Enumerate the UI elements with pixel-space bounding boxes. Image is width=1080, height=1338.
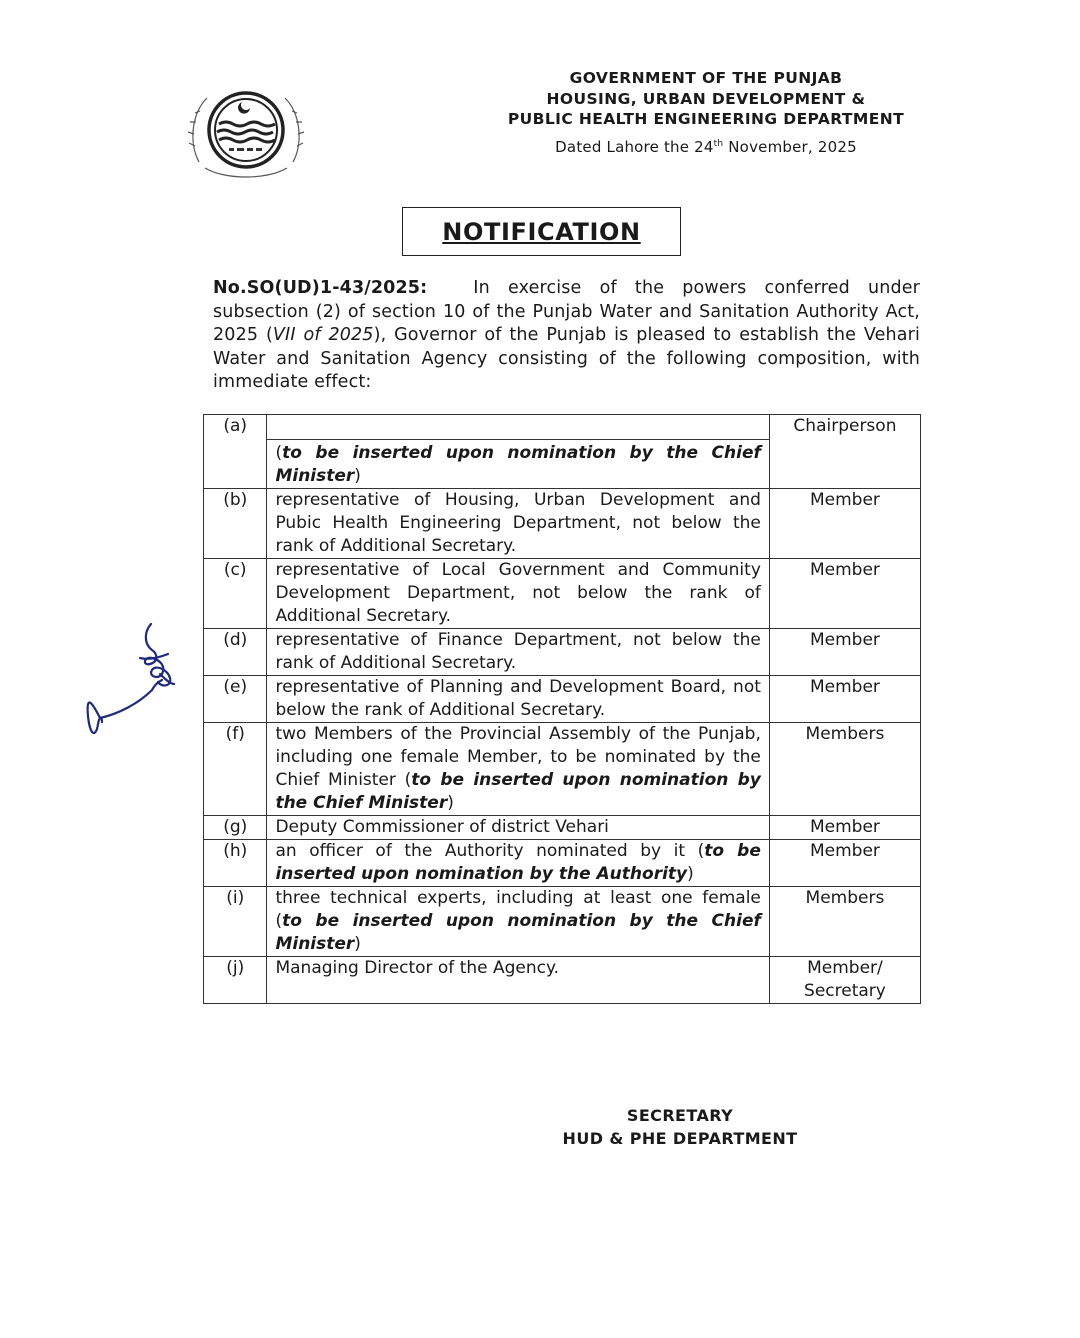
row-label: (b) (204, 489, 267, 559)
composition-row (204, 489, 921, 559)
notification-title: NOTIFICATION (442, 217, 641, 246)
row-role: Member (769, 559, 920, 629)
row-role: Member/ Secretary (769, 957, 920, 1004)
header-department-line2: PUBLIC HEALTH ENGINEERING DEPARTMENT (507, 110, 905, 128)
row-role: Members (769, 723, 920, 816)
row-text: three technical experts, including at least one female ( (275, 888, 761, 931)
punjab-emblem-icon (185, 84, 307, 184)
composition-row (204, 559, 921, 629)
row-text-tail: ) (687, 864, 694, 884)
handwritten-signature-icon (78, 618, 188, 748)
notification-title-box (402, 207, 681, 256)
row-description (267, 559, 769, 629)
notification-body: No.SO(UD)1-43/2025: In exercise of the powers conferred under subsection (2) of section 10 of the Punjab Water and Sanitation Authority Act, 2025 (VII of 2025), Governor of the Punjab is pleased to establish the Vehari Water and Sanitation Agency consisting of the following composition, with immediate effect: (213, 278, 920, 392)
composition-row (204, 629, 921, 676)
row-label: (h) (204, 840, 267, 887)
composition-row (204, 723, 921, 816)
nomination-note: to be inserted upon nomination by the Authority (275, 841, 761, 884)
nomination-note: to be inserted upon nomination by the Chief Minister (275, 911, 761, 954)
row-description (267, 816, 769, 840)
letterhead (480, 68, 932, 156)
composition-table (203, 414, 921, 1004)
row-description (267, 887, 769, 957)
row-label: (c) (204, 559, 267, 629)
row-text: representative of Finance Department, not below the rank of Additional Secretary. (275, 630, 761, 673)
composition-row (204, 415, 921, 489)
row-description (267, 840, 769, 887)
row-role: Member (769, 489, 920, 559)
row-description (267, 676, 769, 723)
nomination-note: to be inserted upon nomination by the Chief Minister (275, 770, 761, 813)
row-description (267, 723, 769, 816)
row-role: Members (769, 887, 920, 957)
row-label: (f) (204, 723, 267, 816)
signatory-title: SECRETARY (626, 1106, 734, 1125)
composition-row (204, 676, 921, 723)
row-role: Chairperson (769, 415, 920, 489)
blank-nominee-field (267, 415, 768, 440)
row-description (267, 957, 769, 1004)
row-role: Member (769, 629, 920, 676)
notification-number: No.SO(UD)1-43/2025: (213, 278, 428, 298)
row-text: Deputy Commissioner of district Vehari (275, 817, 609, 837)
row-role: Member (769, 676, 920, 723)
composition-row (204, 816, 921, 840)
row-text: two Members of the Provincial Assembly of the Punjab, including one female Member, to be nominated by the Chief Minister ( (275, 724, 761, 790)
row-text: representative of Local Government and Community Development Department, not below the rank of Additional Secretary. (275, 560, 761, 626)
nomination-note: to be inserted upon nomination by the Chief Minister (275, 443, 761, 486)
composition-row (204, 840, 921, 887)
row-label: (d) (204, 629, 267, 676)
row-role: Member (769, 840, 920, 887)
row-label: (i) (204, 887, 267, 957)
row-label: (j) (204, 957, 267, 1004)
row-label: (g) (204, 816, 267, 840)
signatory-department: HUD & PHE DEPARTMENT (562, 1129, 798, 1148)
row-description (267, 489, 769, 559)
composition-row (204, 887, 921, 957)
row-description (267, 629, 769, 676)
row-label: (e) (204, 676, 267, 723)
row-text-tail: ) (447, 793, 454, 813)
row-label: (a) (204, 415, 267, 489)
header-department-line1: HOUSING, URBAN DEVELOPMENT & (546, 89, 866, 108)
row-description: (to be inserted upon nomination by the Chief Minister) (267, 415, 769, 489)
row-role: Member (769, 816, 920, 840)
row-text: Managing Director of the Agency. (275, 958, 560, 978)
row-text: representative of Housing, Urban Development and Pubic Health Engineering Department, not below the rank of Additional Secretary. (275, 490, 761, 556)
header-government: GOVERNMENT OF THE PUNJAB (569, 69, 843, 87)
row-text-tail: ) (354, 934, 361, 954)
row-text: an officer of the Authority nominated by it ( (275, 841, 705, 861)
composition-row (204, 957, 921, 1004)
date-line: Dated Lahore the 24th November, 2025 (555, 137, 857, 156)
signatory-block (540, 1104, 820, 1150)
row-text: representative of Planning and Development Board, not below the rank of Additional Secretary. (275, 677, 761, 720)
